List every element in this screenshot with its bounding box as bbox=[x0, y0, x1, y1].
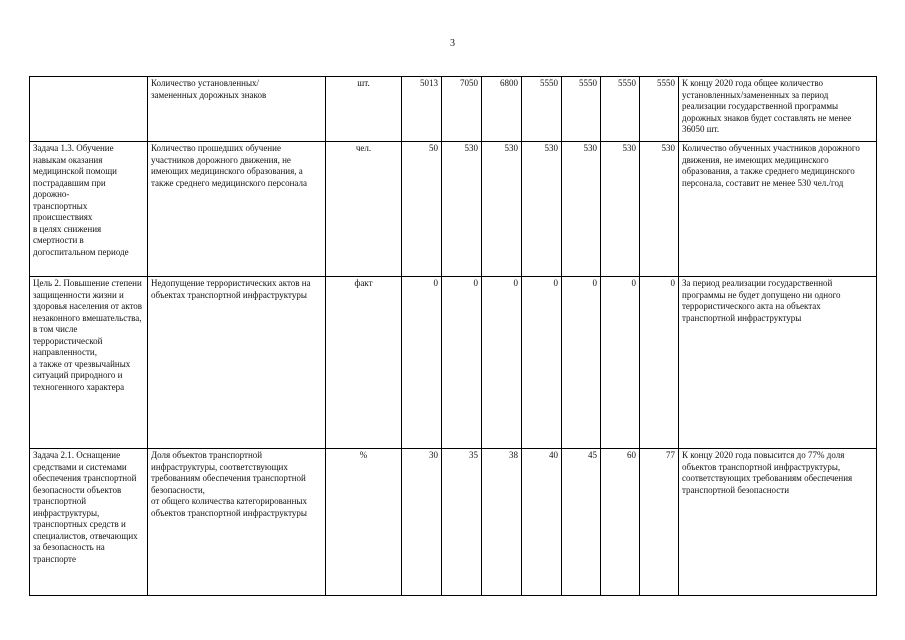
table-row bbox=[30, 277, 877, 449]
value-cell: 530 bbox=[601, 142, 640, 277]
value-cell: 530 bbox=[562, 142, 601, 277]
goal-cell: Задача 2.1. Оснащение средствами и системами обеспечения транспортной безопасности объектов транспортной инфраструктуры, транспортных средств и специалистов, отвечающих за безопасность на транспорте bbox=[33, 450, 138, 564]
value-cell: 5550 bbox=[640, 77, 679, 142]
value-cell: 7050 bbox=[442, 77, 482, 142]
goal-cell: Цель 2. Повышение степени защищенности жизни и здоровья населения от актов незаконного вмешательства, в том числе террористической направленности, а также от чрезвычайных ситуаций природного и техногенного характера bbox=[33, 278, 143, 392]
value-cell: 0 bbox=[601, 277, 640, 449]
indicator-cell: Доля объектов транспортной инфраструктуры, соответствующих требованиям обеспечения транспортной безопасности, от общего количества категорированных объектов транспортной инфраструктуры bbox=[151, 450, 307, 518]
value-cell: 50 bbox=[402, 142, 442, 277]
goal-cell: Задача 1.3. Обучение навыкам оказания медицинской помощи пострадавшим при дорожно- транспортных происшествиях в целях снижения смертности в догоспитальном периоде bbox=[33, 143, 129, 257]
value-cell: 530 bbox=[640, 142, 679, 277]
unit-cell: факт bbox=[326, 277, 402, 449]
value-cell: 60 bbox=[601, 449, 640, 596]
value-cell: 0 bbox=[640, 277, 679, 449]
indicator-cell: Недопущение террористических актов на объектах транспортной инфраструктуры bbox=[151, 278, 311, 300]
table-row bbox=[30, 142, 877, 277]
value-cell: 6800 bbox=[482, 77, 522, 142]
value-cell: 38 bbox=[482, 449, 522, 596]
value-cell: 0 bbox=[442, 277, 482, 449]
value-cell: 30 bbox=[402, 449, 442, 596]
table-row bbox=[30, 77, 877, 142]
value-cell: 0 bbox=[402, 277, 442, 449]
table-row bbox=[30, 449, 877, 596]
value-cell: 45 bbox=[562, 449, 601, 596]
value-cell: 530 bbox=[442, 142, 482, 277]
value-cell: 0 bbox=[522, 277, 562, 449]
page-number: 3 bbox=[450, 38, 455, 49]
value-cell: 40 bbox=[522, 449, 562, 596]
value-cell: 35 bbox=[442, 449, 482, 596]
value-cell: 5550 bbox=[601, 77, 640, 142]
value-cell: 0 bbox=[482, 277, 522, 449]
indicator-cell: Количество установленных/ замененных дорожных знаков bbox=[151, 78, 267, 100]
unit-cell: чел. bbox=[326, 142, 402, 277]
indicator-cell: Количество прошедших обучение участников дорожного движения, не имеющих медицинского образования, а также среднего медицинского персонала bbox=[151, 143, 307, 188]
value-cell: 5550 bbox=[522, 77, 562, 142]
unit-cell: % bbox=[326, 449, 402, 596]
indicators-table bbox=[29, 76, 877, 596]
value-cell: 77 bbox=[640, 449, 679, 596]
note-cell: Количество обученных участников дорожного движения, не имеющих медицинского образования, а также среднего медицинского персонала, составит не менее 530 чел./год bbox=[682, 143, 860, 188]
value-cell: 5013 bbox=[402, 77, 442, 142]
value-cell: 5550 bbox=[562, 77, 601, 142]
unit-cell: шт. bbox=[326, 77, 402, 142]
value-cell: 530 bbox=[482, 142, 522, 277]
note-cell: К концу 2020 года общее количество установленных/замененных за период реализации государственной программы дорожных знаков будет составлять не менее 36050 шт. bbox=[682, 78, 852, 134]
value-cell: 0 bbox=[562, 277, 601, 449]
note-cell: За период реализации государственной программы не будет допущено ни одного террористического акта на объектах транспортной инфраструктуры bbox=[682, 278, 841, 323]
note-cell: К концу 2020 года повысится до 77% доля объектов транспортной инфраструктуры, соответствующих требованиям обеспечения транспортной безопасности bbox=[682, 450, 853, 495]
value-cell: 530 bbox=[522, 142, 562, 277]
